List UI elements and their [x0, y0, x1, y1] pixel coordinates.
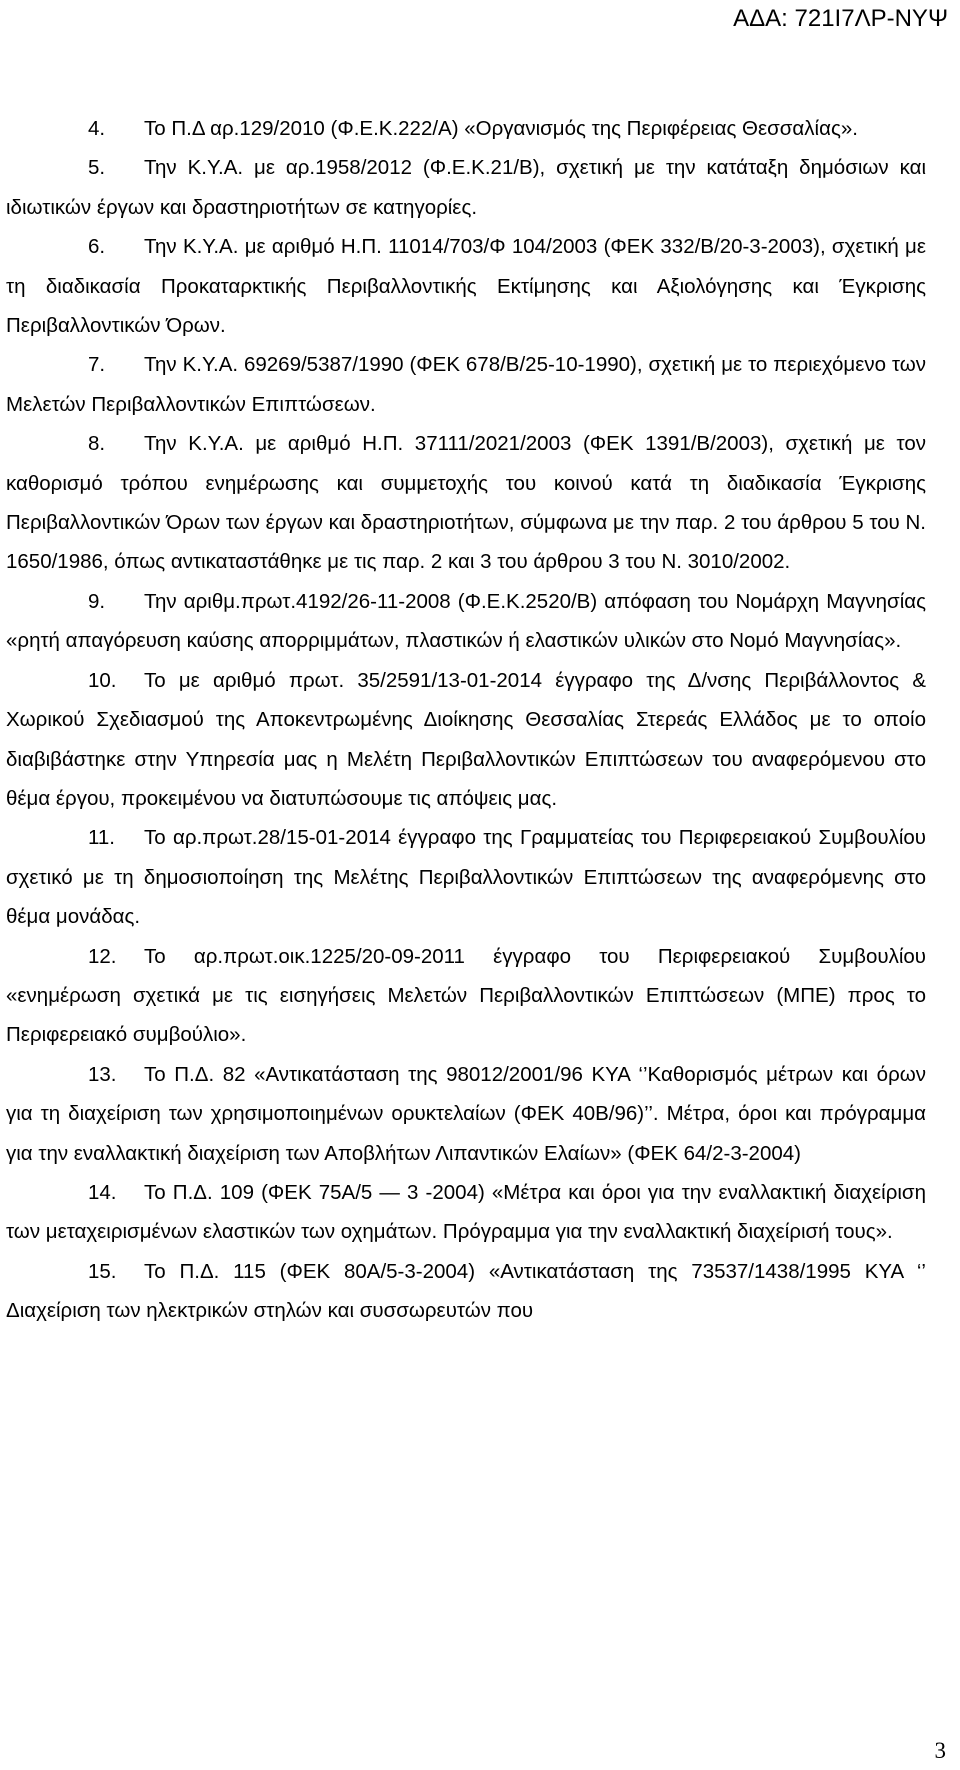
item-text: Την Κ.Υ.Α. με αρ.1958/2012 (Φ.Ε.Κ.21/Β), σχετική με την κατάταξη δημόσιων και ιδιωτικών έργων και δραστηριοτήτων σε κατηγορίες. [6, 156, 926, 219]
page-number: 3 [934, 1738, 946, 1763]
list-item [6, 661, 926, 819]
item-number: 14. [88, 1180, 117, 1204]
item-text: Το αρ.πρωτ.οικ.1225/20-09-2011 έγγραφο του Περιφερειακού Συμβουλίου «ενημέρωση σχετικά με τις εισηγήσεις Μελετών Περιβαλλοντικών Επιπτώσεων (ΜΠΕ) προς το Περιφερειακό συμβούλιο». [6, 944, 926, 1047]
item-text: Την Κ.Υ.Α. με αριθμό Η.Π. 11014/703/Φ 104/2003 (ΦΕΚ 332/Β/20-3-2003), σχετική με τη διαδικασία Προκαταρκτικής Περιβαλλοντικής Εκτίμησης και Αξιολόγησης και Έγκρισης Περιβαλλοντικών Όρων. [6, 235, 926, 338]
list-item [6, 582, 926, 661]
list-item [6, 227, 926, 345]
list-item [6, 1055, 926, 1173]
item-text: Το αρ.πρωτ.28/15-01-2014 έγγραφο της Γραμματείας του Περιφερειακού Συμβουλίου σχετικό με τη δημοσιοποίηση της Μελέτης Περιβαλλοντικών Επιπτώσεων της αναφερόμενης στο θέμα μονάδας. [6, 826, 926, 929]
item-number: 4. [88, 117, 106, 140]
list-item [6, 148, 926, 227]
item-number: 5. [88, 156, 106, 180]
item-number: 9. [88, 589, 106, 613]
list-item [6, 424, 926, 582]
item-text: Το Π.Δ. 115 (ΦΕΚ 80Α/5-3-2004) «Αντικατάσταση της 73537/1438/1995 ΚΥΑ ‘’ Διαχείριση των ηλεκτρικών στηλών και συσσωρευτών που [6, 1259, 926, 1323]
document-body [6, 109, 926, 1331]
item-text: Το Π.Δ. 109 (ΦΕΚ 75Α/5 — 3 -2004) «Μέτρα και όροι για την εναλλακτική διαχείριση των μεταχειρισμένων ελαστικών των οχημάτων. Πρόγραμμα για την εναλλακτική διαχείρισή τους». [6, 1180, 926, 1244]
list-item [6, 818, 926, 936]
item-text: Το Π.Δ αρ.129/2010 (Φ.Ε.Κ.222/Α) «Οργανισμός της Περιφέρειας Θεσσαλίας». [144, 117, 858, 140]
item-number: 7. [88, 353, 106, 377]
item-number: 15. [88, 1259, 117, 1283]
item-text: Το Π.Δ. 82 «Αντικατάσταση της 98012/2001/96 ΚΥΑ ‘’Καθορισμός μέτρων και όρων για τη διαχείριση των χρησιμοποιημένων ορυκτελαίων (ΦΕΚ 40Β/96)’’. Μέτρα, όροι και πρόγραμμα για την εναλλακτική διαχείριση των Αποβλήτων Λιπαντικών Ελαίων» (ΦΕΚ 64/2-3-2004) [6, 1062, 926, 1165]
item-text: Την αριθμ.πρωτ.4192/26-11-2008 (Φ.Ε.Κ.2520/Β) απόφαση του Νομάρχη Μαγνησίας «ρητή απαγόρευση καύσης απορριμμάτων, πλαστικών ή ελαστικών υλικών στο Νομό Μαγνησίας». [6, 589, 926, 653]
item-number: 10. [88, 668, 117, 692]
list-item [6, 1252, 926, 1331]
item-number: 13. [88, 1062, 117, 1086]
item-number: 8. [88, 432, 106, 456]
list-item [6, 109, 926, 148]
ada-code: ΑΔΑ: 721Ι7ΛΡ-ΝΥΨ [733, 5, 948, 32]
list-item [6, 937, 926, 1055]
item-text: Το με αριθμό πρωτ. 35/2591/13-01-2014 έγγραφο της Δ/νσης Περιβάλλοντος & Χωρικού Σχεδιασμού της Αποκεντρωμένης Διοίκησης Θεσσαλίας Στερεάς Ελλάδος με το οποίο διαβιβάστηκε στην Υπηρεσία μας η Μελέτη Περιβαλλοντικών Επιπτώσεων του αναφερόμενου στο θέμα έργου, προκειμένου να διατυπώσουμε τις απόψεις μας. [6, 668, 926, 810]
item-number: 12. [88, 944, 117, 968]
item-number: 6. [88, 235, 106, 259]
item-text: Την Κ.Υ.Α. 69269/5387/1990 (ΦΕΚ 678/Β/25-10-1990), σχετική με το περιεχόμενο των Μελετών Περιβαλλοντικών Επιπτώσεων. [6, 353, 926, 416]
list-item [6, 1173, 926, 1252]
list-item [6, 345, 926, 424]
item-text: Την Κ.Υ.Α. με αριθμό Η.Π. 37111/2021/2003 (ΦΕΚ 1391/Β/2003), σχετική με τον καθορισμό τρόπου ενημέρωσης και συμμετοχής του κοινού κατά τη διαδικασία Έγκρισης Περιβαλλοντικών Όρων των έργων και δραστηριοτήτων, σύμφωνα με την παρ. 2 του άρθρου 5 του Ν. 1650/1986, όπως αντικαταστάθηκε με τις παρ. 2 και 3 του άρθρου 3 του Ν. 3010/2002. [6, 432, 926, 574]
item-number: 11. [88, 826, 115, 850]
